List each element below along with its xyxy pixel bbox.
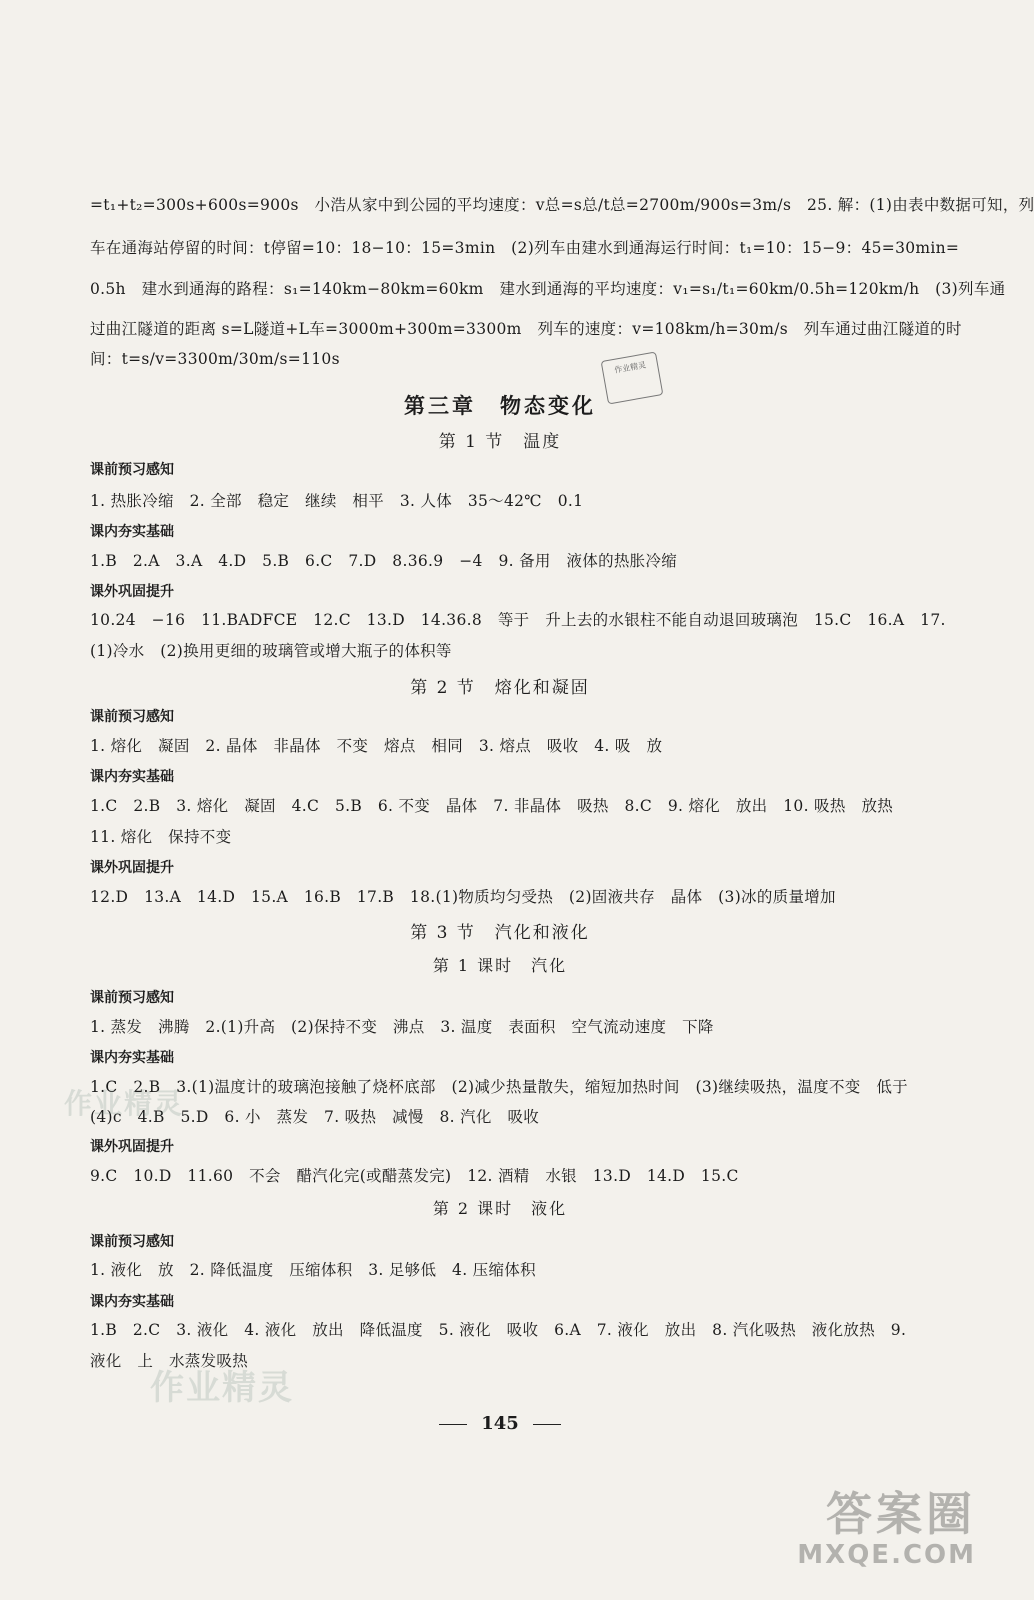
site-logo (797, 1488, 976, 1570)
s3-heading-extend: 课外巩固提升 (90, 1139, 174, 1155)
s3-heading-basic: 课内夯实基础 (90, 1050, 174, 1066)
s2-basic-answers-1: 1.C 2.B 3. 熔化 凝固 4.C 5.B 6. 不变 晶体 7. 非晶体 吸热 8.C 9. 熔化 放出 10. 吸热 放热 (90, 797, 894, 815)
s3-heading-preview: 课前预习感知 (90, 990, 174, 1006)
site-logo-url: MXQE.COM (797, 1540, 976, 1570)
calc-line-3: 0.5h 建水到通海的路程：s₁=140km−80km=60km 建水到通海的平均速度：v₁=s₁/t₁=60km/0.5h=120km/h (3)列车通 (90, 280, 1006, 298)
watermark-1: 作业精灵 (64, 1087, 185, 1120)
page-number (0, 1413, 1000, 1434)
page-number-text: 145 (481, 1413, 519, 1434)
s1-basic-answers: 1.B 2.A 3.A 4.D 5.B 6.C 7.D 8.36.9 −4 9. 备用 液体的热胀冷缩 (90, 552, 678, 570)
watermark-2: 作业精灵 (150, 1368, 294, 1408)
s1-heading-preview: 课前预习感知 (90, 462, 174, 478)
calc-line-5: 间：t=s/v=3300m/30m/s=110s (90, 350, 340, 368)
s3-preview-answers: 1. 蒸发 沸腾 2.(1)升高 (2)保持不变 沸点 3. 温度 表面积 空气流动速度 下降 (90, 1018, 714, 1036)
section-2-title: 第 2 节 熔化和凝固 (410, 678, 590, 698)
site-logo-main: 答案圈 (826, 1487, 976, 1541)
s3-basic-answers-2: (4)c 4.B 5.D 6. 小 蒸发 7. 吸热 减慢 8. 汽化 吸收 (90, 1108, 540, 1126)
s2-basic-answers-2: 11. 熔化 保持不变 (90, 828, 232, 846)
s3-l2-basic-answers-2: 液化 上 水蒸发吸热 (90, 1352, 249, 1370)
section-1-title: 第 1 节 温度 (438, 432, 562, 452)
s1-heading-basic: 课内夯实基础 (90, 524, 174, 540)
calc-line-1: =t₁+t₂=300s+600s=900s 小浩从家中到公园的平均速度：v总=s总/t总=2700m/900s=3m/s 25. 解：(1)由表中数据可知，列 (90, 196, 1034, 214)
s3-lesson-2-title: 第 2 课时 液化 (432, 1199, 568, 1218)
s2-heading-extend: 课外巩固提升 (90, 860, 174, 876)
s3-lesson-1-title: 第 1 课时 汽化 (432, 956, 568, 975)
calc-line-4: 过曲江隧道的距离 s=L隧道+L车=3000m+300m=3300m 列车的速度：v=108km/h=30m/s 列车通过曲江隧道的时 (90, 320, 962, 338)
s3-extend-answers: 9.C 10.D 11.60 不会 醋汽化完(或醋蒸发完) 12. 酒精 水银 13.D 14.D 15.C (90, 1167, 739, 1185)
stamp-text: 作业精灵 (613, 360, 647, 375)
dash-left (439, 1424, 467, 1425)
s3-l2-preview-answers: 1. 液化 放 2. 降低温度 压缩体积 3. 足够低 4. 压缩体积 (90, 1261, 536, 1279)
chapter-title: 第三章 物态变化 (404, 394, 596, 418)
s2-heading-preview: 课前预习感知 (90, 709, 174, 725)
calc-line-2: 车在通海站停留的时间：t停留=10：18−10：15=3min (2)列车由建水到通海运行时间：t₁=10：15−9：45=30min= (90, 239, 960, 257)
s2-heading-basic: 课内夯实基础 (90, 769, 174, 785)
s1-extend-answers-2: (1)冷水 (2)换用更细的玻璃管或增大瓶子的体积等 (90, 642, 452, 660)
dash-right (533, 1424, 561, 1425)
s1-preview-answers: 1. 热胀冷缩 2. 全部 稳定 继续 相平 3. 人体 35～42℃ 0.1 (90, 492, 584, 510)
s1-heading-extend: 课外巩固提升 (90, 584, 174, 600)
s3-l2-basic-answers-1: 1.B 2.C 3. 液化 4. 液化 放出 降低温度 5. 液化 吸收 6.A 7. 液化 放出 8. 汽化吸热 液化放热 9. (90, 1321, 907, 1339)
s2-preview-answers: 1. 熔化 凝固 2. 晶体 非晶体 不变 熔点 相同 3. 熔点 吸收 4. 吸 放 (90, 737, 663, 755)
s3-basic-answers-1: 1.C 2.B 3.(1)温度计的玻璃泡接触了烧杯底部 (2)减少热量散失，缩短加热时间 (3)继续吸热，温度不变 低于 (90, 1078, 908, 1096)
section-3-title: 第 3 节 汽化和液化 (410, 923, 590, 943)
s3-l2-heading-preview: 课前预习感知 (90, 1234, 174, 1250)
s2-extend-answers: 12.D 13.A 14.D 15.A 16.B 17.B 18.(1)物质均匀受热 (2)固液共存 晶体 (3)冰的质量增加 (90, 888, 836, 906)
s1-extend-answers-1: 10.24 −16 11.BADFCE 12.C 13.D 14.36.8 等于 升上去的水银柱不能自动退回玻璃泡 15.C 16.A 17. (90, 611, 946, 629)
s3-l2-heading-basic: 课内夯实基础 (90, 1294, 174, 1310)
